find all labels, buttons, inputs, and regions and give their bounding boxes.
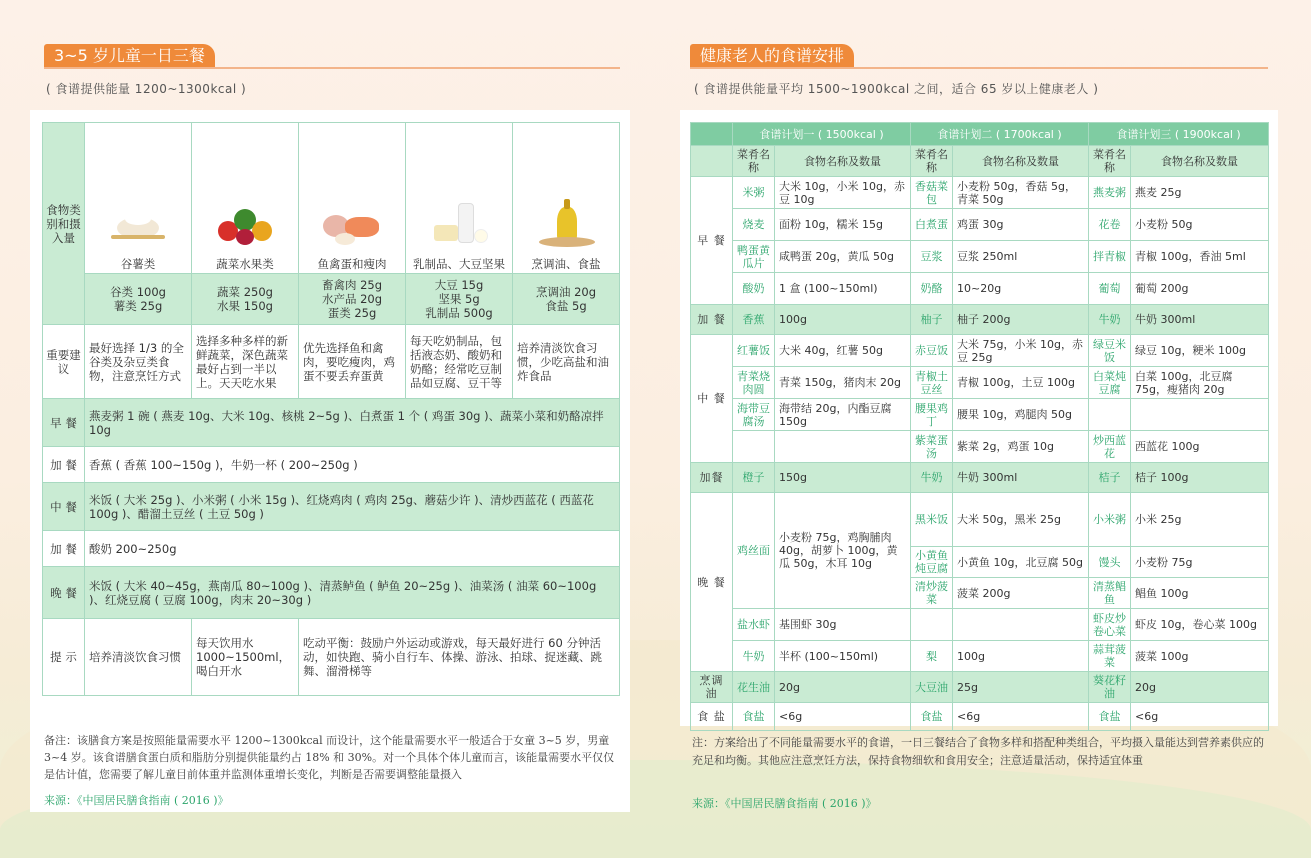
dish-name: 海带豆腐汤 xyxy=(733,399,775,431)
tip-exercise: 吃动平衡：鼓励户外运动或游戏，每天最好进行 60 分钟活动，如快跑、骑小自行车、体操、游泳、拍球、捉迷藏、跳舞、溜滑梯等 xyxy=(299,619,620,696)
food-amount: 小麦粉 75g xyxy=(1131,547,1269,578)
dish-name: 红薯饭 xyxy=(733,335,775,367)
col-dish: 菜肴名称 xyxy=(733,146,775,177)
meal-label: 加餐 xyxy=(691,463,733,493)
advice-oil: 培养清淡饮食习惯，少吃高盐和油炸食品 xyxy=(513,325,620,399)
advice-dairy: 每天吃奶制品，包括液态奶、酸奶和奶酪；经常吃豆制品如豆腐、豆干等 xyxy=(406,325,513,399)
dish-name: 香蕉 xyxy=(733,305,775,335)
food-amount: 菠菜 100g xyxy=(1131,641,1269,672)
meal-label: 加 餐 xyxy=(43,447,85,483)
dish-name: 小米粥 xyxy=(1089,493,1131,547)
left-title: 3~5 岁儿童一日三餐 xyxy=(44,44,215,68)
meal-label: 加 餐 xyxy=(43,531,85,567)
col-dish: 菜肴名称 xyxy=(1089,146,1131,177)
meal-dinner: 米饭 ( 大米 40~45g，燕南瓜 80~100g )、清蒸鲈鱼 ( 鲈鱼 20~25g )、油菜汤 ( 油菜 60~100g )、红烧豆腐 ( 豆腐 100g，肉末 20~30g ) xyxy=(85,567,620,619)
left-source: 来源：《中国居民膳食指南 ( 2016 )》 xyxy=(44,794,229,807)
food-amount: 20g xyxy=(775,672,911,703)
food-amount: 咸鸭蛋 20g，黄瓜 50g xyxy=(775,241,911,273)
right-subtitle: ( 食谱提供能量平均 1500~1900kcal 之间，适合 65 岁以上健康老人 ) xyxy=(694,82,1099,96)
dish-name: 牛奶 xyxy=(1089,305,1131,335)
plan-header: 食谱计划三 ( 1900kcal ) xyxy=(1089,123,1269,146)
meal-breakfast: 燕麦粥 1 碗 ( 燕麦 10g、大米 10g、核桃 2~5g )、白煮蛋 1 个 ( 鸡蛋 30g )、蔬菜小菜和奶酪凉拌 10g xyxy=(85,399,620,447)
dish-name: 香菇菜包 xyxy=(911,177,953,209)
category-meat-fish-egg: 鱼禽蛋和瘦肉 xyxy=(299,123,406,274)
dish-name: 鸡丝面 xyxy=(733,493,775,609)
food-amount: 绿豆 10g，粳米 100g xyxy=(1131,335,1269,367)
food-amount: <6g xyxy=(953,703,1089,731)
advice-meat: 优先选择鱼和禽肉，要吃瘦肉，鸡蛋不要丢弃蛋黄 xyxy=(299,325,406,399)
food-amount: 青菜 150g，猪肉末 20g xyxy=(775,367,911,399)
dish-name: 清炒菠菜 xyxy=(911,578,953,609)
food-amount xyxy=(775,431,911,463)
dish-name: 白煮蛋 xyxy=(911,209,953,241)
dish-name: 紫菜蛋汤 xyxy=(911,431,953,463)
dish-name: 米粥 xyxy=(733,177,775,209)
meal-label: 烹调油 xyxy=(691,672,733,703)
left-subtitle: ( 食谱提供能量 1200~1300kcal ) xyxy=(46,82,247,96)
col-food: 食物名称及数量 xyxy=(1131,146,1269,177)
dish-name: 青菜烧肉圆 xyxy=(733,367,775,399)
food-amount: 菠菜 200g xyxy=(953,578,1089,609)
dish-name: 鸭蛋黄瓜片 xyxy=(733,241,775,273)
right-note: 注：方案给出了不同能量需要水平的食谱，一日三餐结合了食物多样和搭配种类组合，平均摄入量能达到营养素供应的充足和均衡。其他应注意烹饪方法，保持食物细软和食用安全；注意适量活动，保持适宜体重 xyxy=(692,736,1264,767)
meal-label: 早 餐 xyxy=(43,399,85,447)
col-food: 食物名称及数量 xyxy=(775,146,911,177)
dish-name: 葡萄 xyxy=(1089,273,1131,305)
food-amount: 燕麦 25g xyxy=(1131,177,1269,209)
meal-lunch: 米饭 ( 大米 25g )、小米粥 ( 小米 15g )、红烧鸡肉 ( 鸡肉 25g、蘑菇少许 )、清炒西蓝花 ( 西蓝花 100g )、醋溜土豆丝 ( 土豆 50g ) xyxy=(85,483,620,531)
plan-header: 食谱计划二 ( 1700kcal ) xyxy=(911,123,1089,146)
dish-name: 花卷 xyxy=(1089,209,1131,241)
vegetables-image xyxy=(214,199,276,251)
dish-name: 赤豆饭 xyxy=(911,335,953,367)
food-amount: 牛奶 300ml xyxy=(1131,305,1269,335)
divider xyxy=(44,67,620,69)
dish-name: 桔子 xyxy=(1089,463,1131,493)
meal-label: 食 盐 xyxy=(691,703,733,731)
kids-menu-table xyxy=(42,122,620,696)
rice-grain-image xyxy=(107,199,169,251)
amount-grains: 谷类 100g 薯类 25g xyxy=(85,274,192,325)
dish-name: 烧麦 xyxy=(733,209,775,241)
dish-name: 大豆油 xyxy=(911,672,953,703)
food-amount: <6g xyxy=(775,703,911,731)
food-amount: 虾皮 10g，卷心菜 100g xyxy=(1131,609,1269,641)
elderly-menu-table xyxy=(690,122,1269,731)
food-amount xyxy=(1131,399,1269,431)
dish-name: 盐水虾 xyxy=(733,609,775,641)
dish-name: 食盐 xyxy=(911,703,953,731)
dish-name: 馒头 xyxy=(1089,547,1131,578)
meal-label: 早 餐 xyxy=(691,177,733,305)
food-amount: 1 盒 (100~150ml) xyxy=(775,273,911,305)
food-amount: 海带结 20g，内酯豆腐 150g xyxy=(775,399,911,431)
food-amount: 柚子 200g xyxy=(953,305,1089,335)
amount-dairy: 大豆 15g 坚果 5g 乳制品 500g xyxy=(406,274,513,325)
col-food: 食物名称及数量 xyxy=(953,146,1089,177)
food-amount: 25g xyxy=(953,672,1089,703)
food-amount: 桔子 100g xyxy=(1131,463,1269,493)
left-note: 备注：该膳食方案是按照能量需要水平 1200~1300kcal 而设计，这个能量需要水平一般适合于女童 3~5 岁，男童 3~4 岁。该食谱膳食蛋白质和脂肪分别提供能量约占 18% 和 30%。对一个具体个体儿童而言，该能量需要水平仅仅是估计值，您需要了解儿童目前体重并监测体重增长变化，判断是否需要调整能量摄入 xyxy=(44,734,615,781)
dish-name: 柚子 xyxy=(911,305,953,335)
food-amount: 小麦粉 50g，香菇 5g，青菜 50g xyxy=(953,177,1089,209)
food-amount: 青椒 100g，香油 5ml xyxy=(1131,241,1269,273)
food-amount: 葡萄 200g xyxy=(1131,273,1269,305)
dish-name: 牛奶 xyxy=(733,641,775,672)
meal-snack-pm: 酸奶 200~250g xyxy=(85,531,620,567)
plan-header: 食谱计划一 ( 1500kcal ) xyxy=(733,123,911,146)
meal-snack-am: 香蕉 ( 香蕉 100~150g )，牛奶一杯 ( 200~250g ) xyxy=(85,447,620,483)
food-amount: 面粉 10g，糯米 15g xyxy=(775,209,911,241)
row-label: 食物类别和摄入量 xyxy=(43,123,85,325)
food-amount: 大米 75g，小米 10g，赤豆 25g xyxy=(953,335,1089,367)
dish-name: 白菜炖豆腐 xyxy=(1089,367,1131,399)
food-amount: 牛奶 300ml xyxy=(953,463,1089,493)
dish-name: 橙子 xyxy=(733,463,775,493)
meat-fish-image xyxy=(321,199,383,251)
dish-name: 清蒸鲳鱼 xyxy=(1089,578,1131,609)
food-amount: 小麦粉 50g xyxy=(1131,209,1269,241)
food-amount xyxy=(953,609,1089,641)
category-oil-salt: 烹调油、食盐 xyxy=(513,123,620,274)
dish-name: 虾皮炒卷心菜 xyxy=(1089,609,1131,641)
food-amount: 青椒 100g，土豆 100g xyxy=(953,367,1089,399)
food-amount: 小麦粉 75g，鸡胸脯肉 40g，胡萝卜 100g，黄瓜 50g，木耳 10g xyxy=(775,493,911,609)
food-amount: 鲳鱼 100g xyxy=(1131,578,1269,609)
meal-label: 加 餐 xyxy=(691,305,733,335)
advice-vegetables: 选择多种多样的新鲜蔬菜，深色蔬菜最好占到一半以上。天天吃水果 xyxy=(192,325,299,399)
amount-meat: 畜禽肉 25g 水产品 20g 蛋类 25g xyxy=(299,274,406,325)
right-title: 健康老人的食谱安排 xyxy=(690,44,854,68)
dish-name: 梨 xyxy=(911,641,953,672)
oil-bottle-image xyxy=(535,199,597,251)
dish-name: 绿豆米饭 xyxy=(1089,335,1131,367)
food-amount: 20g xyxy=(1131,672,1269,703)
dish-name: 小黄鱼炖豆腐 xyxy=(911,547,953,578)
dish-name xyxy=(911,609,953,641)
dish-name: 蒜茸菠菜 xyxy=(1089,641,1131,672)
food-amount: 腰果 10g，鸡腿肉 50g xyxy=(953,399,1089,431)
right-source: 来源：《中国居民膳食指南 ( 2016 )》 xyxy=(692,797,877,810)
category-vegetables-fruits: 蔬菜水果类 xyxy=(192,123,299,274)
divider xyxy=(690,67,1268,69)
col-dish: 菜肴名称 xyxy=(911,146,953,177)
dish-name xyxy=(1089,399,1131,431)
food-amount: 大米 10g，小米 10g，赤豆 10g xyxy=(775,177,911,209)
food-amount: 100g xyxy=(953,641,1089,672)
food-amount: 小米 25g xyxy=(1131,493,1269,547)
food-amount: 豆浆 250ml xyxy=(953,241,1089,273)
meal-label: 晚 餐 xyxy=(691,493,733,672)
amount-vegetables: 蔬菜 250g 水果 150g xyxy=(192,274,299,325)
food-amount: 白菜 100g，北豆腐 75g，瘦猪肉 20g xyxy=(1131,367,1269,399)
amount-oil: 烹调油 20g 食盐 5g xyxy=(513,274,620,325)
food-amount: 100g xyxy=(775,305,911,335)
tip-water: 每天饮用水 1000~1500ml， 喝白开水 xyxy=(192,619,299,696)
dish-name: 食盐 xyxy=(1089,703,1131,731)
meal-label: 中 餐 xyxy=(691,335,733,463)
dish-name: 花生油 xyxy=(733,672,775,703)
dish-name: 豆浆 xyxy=(911,241,953,273)
food-amount: 小黄鱼 10g，北豆腐 50g xyxy=(953,547,1089,578)
category-dairy-soy-nuts: 乳制品、大豆坚果 xyxy=(406,123,513,274)
advice-grains: 最好选择 1/3 的全谷类及杂豆类食物，注意烹饪方式 xyxy=(85,325,192,399)
meal-label: 中 餐 xyxy=(43,483,85,531)
food-amount: <6g xyxy=(1131,703,1269,731)
dish-name: 炒西蓝花 xyxy=(1089,431,1131,463)
dish-name: 食盐 xyxy=(733,703,775,731)
dish-name: 腰果鸡丁 xyxy=(911,399,953,431)
dish-name: 黑米饭 xyxy=(911,493,953,547)
food-amount: 西蓝花 100g xyxy=(1131,431,1269,463)
food-amount: 150g xyxy=(775,463,911,493)
tips-label: 提 示 xyxy=(43,619,85,696)
food-amount: 基围虾 30g xyxy=(775,609,911,641)
food-amount: 紫菜 2g，鸡蛋 10g xyxy=(953,431,1089,463)
food-amount: 半杯 (100~150ml) xyxy=(775,641,911,672)
dish-name: 青椒土豆丝 xyxy=(911,367,953,399)
dairy-image xyxy=(428,199,490,251)
dish-name xyxy=(733,431,775,463)
dish-name: 燕麦粥 xyxy=(1089,177,1131,209)
tip-diet: 培养清淡饮食习惯 xyxy=(85,619,192,696)
food-amount: 大米 40g，红薯 50g xyxy=(775,335,911,367)
category-grains: 谷薯类 xyxy=(85,123,192,274)
food-amount: 10~20g xyxy=(953,273,1089,305)
dish-name: 酸奶 xyxy=(733,273,775,305)
food-amount: 鸡蛋 30g xyxy=(953,209,1089,241)
meal-label: 晚 餐 xyxy=(43,567,85,619)
dish-name: 奶酪 xyxy=(911,273,953,305)
dish-name: 牛奶 xyxy=(911,463,953,493)
advice-label: 重要建议 xyxy=(43,325,85,399)
dish-name: 葵花籽油 xyxy=(1089,672,1131,703)
food-amount: 大米 50g，黑米 25g xyxy=(953,493,1089,547)
dish-name: 拌青椒 xyxy=(1089,241,1131,273)
